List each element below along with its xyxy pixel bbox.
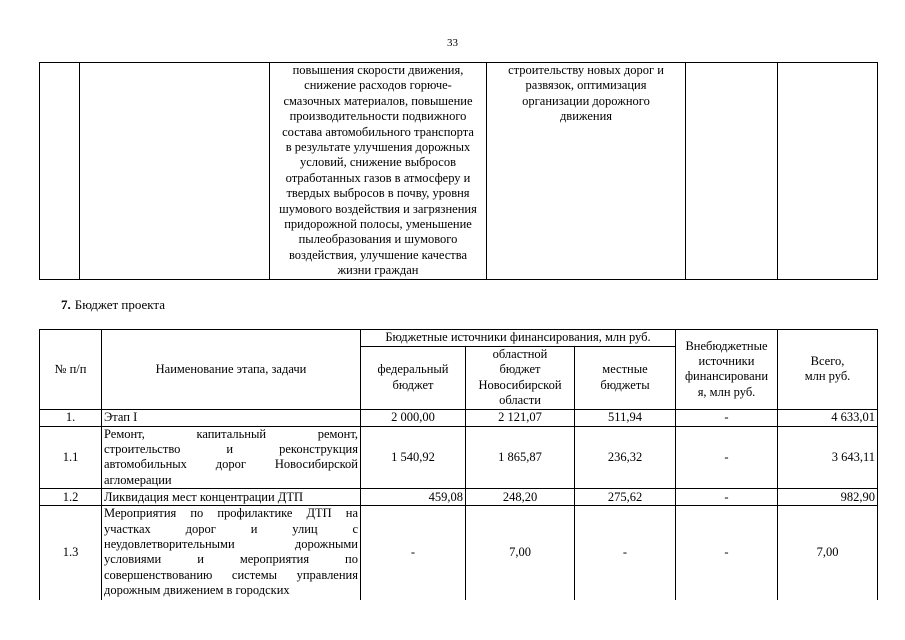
row-name-lines	[104, 427, 358, 489]
measures-cell	[487, 63, 686, 280]
table-cell	[778, 63, 878, 280]
effects-cell	[270, 63, 487, 280]
row-total: 4 633,01	[778, 409, 878, 426]
header-name: Наименование этапа, задачи	[102, 330, 361, 410]
text-line: Этап I	[104, 409, 138, 424]
header-extrabudget	[676, 330, 778, 410]
text-line: движения	[559, 109, 613, 124]
row-name	[102, 426, 361, 489]
text-line: агломерации	[104, 472, 172, 487]
text-line: развязок, оптимизация	[525, 78, 647, 93]
header-federal-lines	[363, 362, 463, 393]
header-federal	[361, 347, 466, 410]
text-line: совершенствованию системы управления	[104, 567, 358, 582]
row-local: 511,94	[575, 409, 676, 426]
text-line: млн руб.	[804, 369, 851, 384]
section-heading	[61, 297, 165, 313]
header-row	[40, 330, 878, 347]
text-line: состава автомобильного транспорта	[282, 124, 474, 139]
header-local	[575, 347, 676, 410]
table-row	[40, 506, 878, 600]
table-row	[40, 63, 878, 280]
text-line: я, млн руб.	[697, 384, 756, 399]
row-extrabudget: -	[676, 409, 778, 426]
header-extrabudget-lines	[678, 339, 775, 401]
continued-table	[39, 62, 878, 280]
measures-lines	[489, 63, 683, 125]
text-line: финансировани	[684, 369, 769, 384]
row-local: 236,32	[575, 426, 676, 489]
section-number: 7.	[61, 297, 71, 312]
row-num: 1.3	[40, 506, 102, 600]
row-name	[102, 409, 361, 426]
text-line: Ликвидация мест концентрации ДТП	[104, 489, 303, 504]
page-number: 33	[447, 37, 458, 49]
text-line: Всего,	[810, 353, 845, 368]
row-name-lines	[104, 506, 358, 598]
text-line: смазочных материалов, повышение	[283, 93, 473, 108]
header-regional	[466, 347, 575, 410]
table-row	[40, 489, 878, 506]
table-row	[40, 426, 878, 489]
text-line: шумового воздействия и загрязнения	[279, 201, 477, 216]
text-line: жизни граждан	[337, 263, 419, 278]
text-line: бюджет	[392, 377, 434, 392]
text-line: организации дорожного	[522, 93, 650, 108]
row-federal: 459,08	[361, 489, 466, 506]
row-name-clip	[104, 506, 358, 598]
text-line: местные	[602, 362, 648, 377]
text-line: области	[499, 393, 541, 408]
effects-lines	[272, 63, 484, 279]
row-regional: 2 121,07	[466, 409, 575, 426]
text-line: Ремонт, капитальный ремонт,	[104, 426, 358, 441]
text-line: автомобильных дорог Новосибирской	[104, 457, 358, 472]
row-regional: 248,20	[466, 489, 575, 506]
row-federal: 1 540,92	[361, 426, 466, 489]
row-regional: 1 865,87	[466, 426, 575, 489]
row-name	[102, 489, 361, 506]
header-total	[778, 330, 878, 410]
text-line: дорожным движением в городских	[104, 583, 290, 598]
text-line: придорожной полосы, уменьшение	[284, 217, 472, 232]
row-name	[102, 506, 361, 600]
text-line: источники	[698, 353, 755, 368]
text-line: производительности подвижного	[289, 109, 467, 124]
text-line: областной	[492, 347, 548, 361]
text-line: пылеобразования и шумового	[298, 232, 458, 247]
text-line: Внебюджетные	[685, 338, 768, 353]
row-federal: 2 000,00	[361, 409, 466, 426]
text-line: бюджет	[499, 362, 541, 377]
text-line: отработанных газов в атмосферу и	[285, 170, 471, 185]
text-line: повышения скорости движения,	[292, 63, 464, 77]
row-local: -	[575, 506, 676, 600]
table-cell	[80, 63, 270, 280]
row-local: 275,62	[575, 489, 676, 506]
row-num: 1.2	[40, 489, 102, 506]
text-line: воздействия, улучшение качества	[288, 247, 468, 262]
row-num: 1.1	[40, 426, 102, 489]
budget-table	[39, 329, 878, 600]
text-line: твердых выбросов в почву, уровня	[286, 186, 470, 201]
row-total: 7,00	[778, 506, 878, 600]
text-line: условий, снижение выбросов	[300, 155, 456, 170]
row-regional: 7,00	[466, 506, 575, 600]
header-budget-group: Бюджетные источники финансирования, млн руб.	[361, 330, 676, 347]
text-line: строительству новых дорог и	[508, 63, 664, 77]
text-line: бюджеты	[600, 377, 650, 392]
row-federal: -	[361, 506, 466, 600]
table-row	[40, 409, 878, 426]
text-line: Новосибирской	[478, 377, 562, 392]
row-extrabudget: -	[676, 426, 778, 489]
text-line: участках дорог и улиц с	[104, 521, 358, 536]
text-line: условиями и мероприятия по	[104, 552, 358, 567]
row-name-lines	[104, 410, 358, 425]
header-local-lines	[577, 362, 673, 393]
text-line: неудовлетворительными дорожными	[104, 537, 358, 552]
text-line: снижение расходов горюче-	[304, 78, 452, 93]
table-cell	[686, 63, 778, 280]
text-line: Мероприятия по профилактике ДТП на	[104, 506, 358, 521]
header-total-lines	[780, 354, 875, 385]
text-line: федеральный	[377, 362, 449, 377]
row-total: 982,90	[778, 489, 878, 506]
text-line: строительство и реконструкция	[104, 442, 358, 457]
table-cell	[40, 63, 80, 280]
row-extrabudget: -	[676, 506, 778, 600]
row-name-lines	[104, 490, 358, 505]
text-line: в результате улучшения дорожных	[285, 140, 471, 155]
header-regional-lines	[468, 347, 572, 409]
row-total: 3 643,11	[778, 426, 878, 489]
row-num: 1.	[40, 409, 102, 426]
header-num: № п/п	[40, 330, 102, 410]
row-extrabudget: -	[676, 489, 778, 506]
section-title: Бюджет проекта	[74, 297, 166, 312]
